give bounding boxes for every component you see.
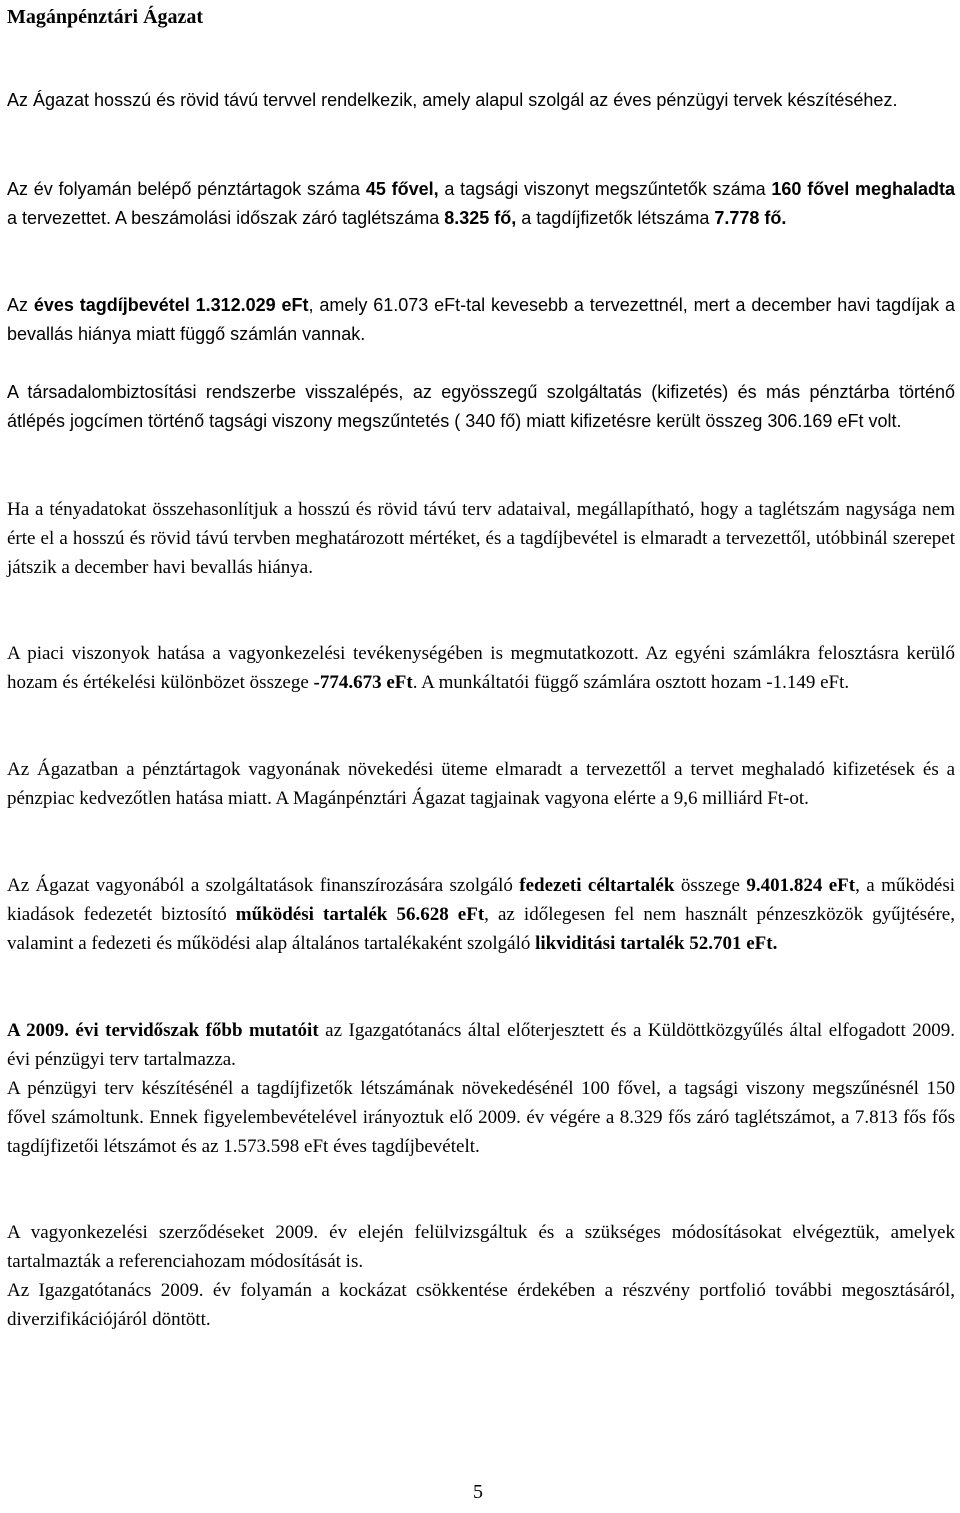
paragraph-membership	[7, 175, 955, 233]
paragraph-plan-2009	[7, 1016, 955, 1074]
text-run: az Igazgatótanács által előterjesztett és a Küldöttközgyűlés által elfogadott 2009. évi pénzügyi terv tartalmazza.	[7, 1020, 955, 1070]
text-run: , a működési kiadások fedezetét biztosító	[7, 875, 955, 925]
text-run: Ha a tényadatokat összehasonlítjuk a hosszú és rövid távú terv adataival, megállapítható, hogy a taglétszám nagysága nem érte el a hosszú és rövid távú tervben meghatározott mértéket, és a tagdíjbevétel is elmaradt a tervezettől, utóbbinál szerepet játszik a december havi bevallás hiánya.	[7, 499, 955, 578]
text-run: . A munkáltatói függő számlára osztott hozam -1.149 eFt.	[412, 672, 850, 693]
text-run: összege	[674, 875, 747, 896]
paragraph-asset-management	[7, 1218, 955, 1276]
text-run: Az Ágazatban a pénztártagok vagyonának növekedési üteme elmaradt a tervezettől a tervet meghaladó kifizetések és a pénzpiac kedvezőtlen hatása miatt. A Magánpénztári Ágazat tagjainak vagyona elérte a 9,6 milliárd Ft-ot.	[7, 759, 955, 809]
paragraph-financial-plan	[7, 1074, 955, 1161]
paragraph-reserves	[7, 871, 955, 958]
bold-text: -774.673 eFt	[313, 672, 413, 693]
paragraph-market-effect	[7, 639, 955, 697]
bold-text: fedezeti céltartalék	[519, 875, 675, 896]
bold-text: éves tagdíjbevétel 1.312.029 eFt	[33, 295, 309, 315]
paragraph-social-security	[7, 378, 955, 436]
text-run: , az időlegesen fel nem használt pénzeszközök gyűjtésére, valamint a fedezeti és működési alap általános tartalékaként szolgáló	[7, 904, 955, 954]
bold-text: likviditási tartalék 52.701 eFt.	[535, 933, 778, 954]
text-run: a tervezettet. A beszámolási időszak záró taglétszáma	[7, 208, 445, 228]
paragraph-board-decision	[7, 1276, 955, 1334]
text-run: Az	[7, 295, 34, 315]
bold-text: működési tartalék 56.628 eFt	[235, 904, 485, 925]
text-run: A pénzügyi terv készítésénél a tagdíjfizetők létszámának növekedésénél 100 fővel, a tagsági viszony megszűnésnél 150 fővel számoltunk. Ennek figyelembevételével irányoztuk elő 2009. év végére a 8.329 fős záró taglétszámot, a 7.813 fős fős tagdíjfizetői létszámot és az 1.573.598 eFt éves tagdíjbevételt.	[7, 1078, 955, 1157]
bold-text: 45 fővel,	[365, 179, 439, 199]
paragraph-asset-growth	[7, 755, 955, 813]
text-run: Az év folyamán belépő pénztártagok száma	[7, 179, 366, 199]
text-run: a tagsági viszonyt megszűntetők száma	[438, 179, 772, 199]
text-run: Az Ágazat vagyonából a szolgáltatások finanszírozására szolgáló	[7, 875, 520, 896]
bold-text: 9.401.824 eFt	[746, 875, 856, 896]
text-run: A vagyonkezelési szerződéseket 2009. év elején felülvizsgáltuk és a szükséges módosításokat elvégeztük, amelyek tartalmazták a referenciahozam módosítását is.	[7, 1222, 955, 1272]
bold-text: A 2009. évi tervidőszak főbb mutatóit	[7, 1020, 319, 1041]
paragraph-plan-intro	[7, 86, 955, 115]
paragraph-plan-comparison	[7, 495, 955, 582]
page-number: 5	[473, 1481, 483, 1503]
document-heading: Magánpénztári Ágazat	[7, 6, 204, 28]
text-run: , amely 61.073 eFt-tal kevesebb a tervezettnél, mert a december havi tagdíjak a bevallás hiánya miatt függő számlán vannak.	[7, 295, 955, 344]
text-run: A piaci viszonyok hatása a vagyonkezelési tevékenységében is megmutatkozott. Az egyéni számlákra felosztásra kerülő hozam és értékelési különbözet összege	[7, 643, 955, 693]
text-run: Az Igazgatótanács 2009. év folyamán a kockázat csökkentése érdekében a részvény portfolió további megosztásáról, diverzifikációjáról döntött.	[7, 1280, 955, 1330]
bold-text: 8.325 fő,	[444, 208, 517, 228]
bold-text: 7.778 fő.	[714, 208, 787, 228]
text-run: Az Ágazat hosszú és rövid távú tervvel rendelkezik, amely alapul szolgál az éves pénzügyi tervek készítéséhez.	[7, 90, 898, 110]
bold-text: 160 fővel meghaladta	[771, 179, 955, 199]
paragraph-contribution-income	[7, 291, 955, 349]
text-run: a tagdíjfizetők létszáma	[516, 208, 715, 228]
text-run: A társadalombiztosítási rendszerbe visszalépés, az egyösszegű szolgáltatás (kifizetés) és más pénztárba történő átlépés jogcímen történő tagsági viszony megszűntetés ( 340 fő) miatt kifizetésre került összeg 306.169 eFt volt.	[7, 382, 955, 431]
